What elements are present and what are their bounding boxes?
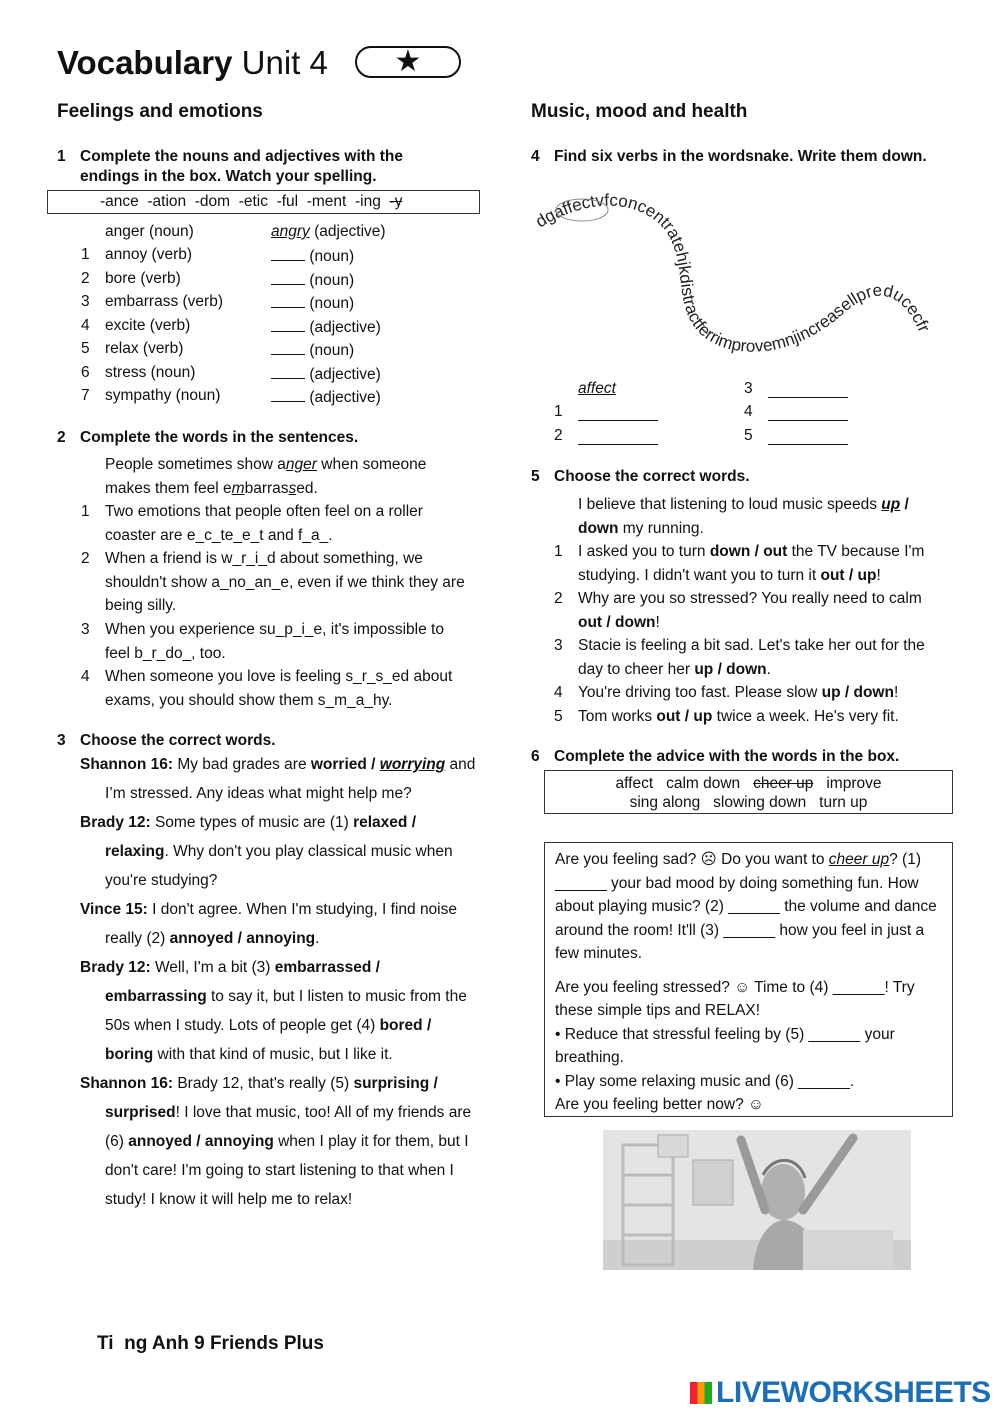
ex1-item-answer: (noun)	[271, 270, 354, 290]
ex4-answer-5[interactable]	[768, 444, 848, 445]
ex2-item-text: When someone you love is feeling s_r_s_ed about exams, you should show them s_m_a_hy.	[105, 668, 453, 709]
ex5-num-1: 1	[554, 543, 563, 560]
ex1-item-answer: (adjective)	[271, 387, 381, 407]
ex2-number: 2	[57, 429, 66, 446]
level-star-badge	[355, 46, 461, 78]
ex1-item-number: 4	[81, 316, 90, 334]
ex2-item-text: Two emotions that people often feel on a roller coaster are e_c_te_e_t and f_a_.	[105, 503, 423, 544]
ex5-num-2: 2	[554, 590, 563, 607]
ex1-item-answer: (noun)	[271, 246, 354, 266]
girl-dancing-photo	[603, 1130, 911, 1270]
ex1-item-number: 6	[81, 363, 90, 381]
word-box-line-2: sing along slowing down turn up	[629, 794, 868, 811]
section-heading-music: Music, mood and health	[531, 101, 748, 122]
ex4-label-1: 1	[554, 403, 563, 420]
ex1-endings-text: -ance -ation -dom -etic -ful -ment -ing -y	[100, 193, 403, 210]
ex4-example: affect	[578, 380, 616, 397]
ex1-item-word: relax (verb)	[105, 340, 184, 357]
ex5-item-5: Tom works out / up twice a week. He's very fit.	[578, 708, 899, 725]
dialogue-line: Brady 12: Well, I'm a bit (3) embarrassed / embarrassing to say it, but I listen to music from the 50s when I study. Lots of people get (4) bored / boring with that kind of music, but I like it.	[80, 959, 467, 1063]
ex5-num-5: 5	[554, 708, 563, 725]
ex1-item-answer: (noun)	[271, 293, 354, 313]
ex5-item-3: Stacie is feeling a bit sad. Let's take her out for the day to cheer her up / down.	[578, 637, 925, 678]
star-icon: ★	[394, 45, 422, 78]
ex2-item-number: 2	[81, 550, 90, 567]
ex5-instruction: Choose the correct words.	[554, 468, 750, 485]
answer-blank[interactable]	[271, 387, 305, 402]
liveworksheets-icon	[690, 1382, 712, 1404]
ex5-item-2: Why are you so stressed? You really need to calm out / down!	[578, 590, 922, 631]
ex1-item-word: stress (noun)	[105, 363, 196, 381]
dialogue-line: Brady 12: Some types of music are (1) relaxed / relaxing. Why don't you play classical music when you're studying?	[80, 814, 453, 889]
wordsnake-text: dgaffectvfconcentratehjkdistractferrimprovemnjincreasellpreducecfr	[532, 190, 934, 356]
answer-blank[interactable]	[271, 293, 305, 308]
ex1-example-answer: angry (adjective)	[271, 223, 386, 240]
answer-blank[interactable]	[271, 270, 305, 285]
ex2-item-text: When a friend is w_r_i_d about something, we shouldn't show a_no_an_e, even if we think they are being silly.	[105, 550, 465, 614]
ex4-label-2: 2	[554, 427, 563, 444]
section-heading-feelings: Feelings and emotions	[57, 101, 263, 122]
ex1-item-answer: (noun)	[271, 340, 354, 360]
ex2-item-text: When you experience su_p_i_e, it's impossible to feel b_r_do_, too.	[105, 621, 444, 662]
ex3-number: 3	[57, 732, 66, 749]
advice-paragraph-2: Are you feeling stressed? ☺ Time to (4) ______! Try these simple tips and RELAX! • Reduce that stressful feeling by (5) ______ your breathing. • Play some relaxing music and (6) ______. Are you feeling better now? ☺	[555, 978, 915, 1113]
ex4-number: 4	[531, 148, 540, 165]
answer-blank[interactable]	[271, 246, 305, 261]
ex1-item-number: 2	[81, 269, 90, 287]
page-title: Vocabulary Unit 4	[57, 44, 328, 81]
ex4-instruction: Find six verbs in the wordsnake. Write them down.	[554, 148, 927, 165]
ex4-answer-1[interactable]	[578, 420, 658, 421]
wordsnake	[530, 190, 950, 380]
ex4-answer-2[interactable]	[578, 444, 658, 445]
ex1-number: 1	[57, 148, 66, 165]
answer-blank[interactable]	[271, 340, 305, 355]
ex6-number: 6	[531, 748, 540, 765]
ex5-number: 5	[531, 468, 540, 485]
ex2-item-number: 4	[81, 668, 90, 685]
answer-blank[interactable]	[271, 364, 305, 379]
ex1-endings-box	[47, 190, 480, 214]
ex1-item-number: 3	[81, 293, 90, 310]
ex4-label-3: 3	[744, 380, 753, 397]
ex5-item-4: You're driving too fast. Please slow up / down!	[578, 684, 899, 701]
ex1-item-word: embarrass (verb)	[105, 293, 223, 310]
ex1-example-word: anger (noun)	[105, 223, 194, 240]
ex2-instruction: Complete the words in the sentences.	[80, 429, 359, 446]
ex1-item-answer: (adjective)	[271, 364, 381, 384]
ex6-instruction: Complete the advice with the words in the box.	[554, 748, 900, 765]
dialogue-line: Shannon 16: My bad grades are worried / worrying and I’m stressed. Any ideas what might help me?	[80, 756, 476, 802]
dialogue-line: Vince 15: I don't agree. When I'm studying, I find noise really (2) annoyed / annoying.	[80, 901, 457, 947]
ex1-instruction: Complete the nouns and adjectives with the endings in the box. Watch your spelling.	[80, 148, 403, 185]
ex5-num-3: 3	[554, 637, 563, 654]
ex4-label-5: 5	[744, 427, 753, 444]
book-title: Ti ng Anh 9 Friends Plus	[97, 1333, 324, 1354]
ex4-label-4: 4	[744, 403, 753, 420]
ex5-item-1: I asked you to turn down / out the TV because I'm studying. I didn't want you to turn it out / up!	[578, 543, 925, 584]
ex1-item-word: bore (verb)	[105, 269, 181, 287]
ex5-num-4: 4	[554, 684, 563, 701]
ex1-item-word: sympathy (noun)	[105, 387, 221, 404]
ex4-answer-3[interactable]	[768, 397, 848, 398]
ex1-item-answer: (adjective)	[271, 317, 381, 337]
ex1-item-word: excite (verb)	[105, 316, 191, 334]
ex2-example: People sometimes show anger when someone makes them feel embarrassed.	[105, 456, 427, 497]
ex2-item-number: 3	[81, 621, 90, 638]
ex1-item-number: 7	[81, 387, 90, 404]
ex4-answer-4[interactable]	[768, 420, 848, 421]
ex2-item-number: 1	[81, 503, 90, 520]
ex6-advice-box	[544, 842, 953, 1117]
advice-paragraph-1: Are you feeling sad? ☹ Do you want to cheer up? (1) ______ your bad mood by doing something fun. How about playing music? (2) ______ the volume and dance around the room! It'll (3) ______ how you feel in just a few minutes.	[555, 851, 937, 962]
liveworksheets-logo[interactable]: LIVEWORKSHEETS	[690, 1376, 991, 1410]
ex6-word-box	[544, 770, 953, 814]
word-box-line-1: affect calm down cheer up improve	[615, 775, 882, 792]
answer-blank[interactable]	[271, 317, 305, 332]
ex1-item-word: annoy (verb)	[105, 246, 193, 263]
dialogue-line: Shannon 16: Brady 12, that's really (5) surprising / surprised! I love that music, too! All of my friends are (6) annoyed / annoying when I play it for them, but I don't care! I'm going to start listening to that when I study! I know it will help me to relax!	[80, 1075, 472, 1208]
ex5-example: I believe that listening to loud music speeds up / down my running.	[578, 496, 909, 537]
ex1-item-number: 5	[81, 340, 90, 357]
ex1-item-number: 1	[81, 246, 90, 263]
ex3-instruction: Choose the correct words.	[80, 732, 276, 749]
ex3-dialogue	[80, 750, 480, 1214]
